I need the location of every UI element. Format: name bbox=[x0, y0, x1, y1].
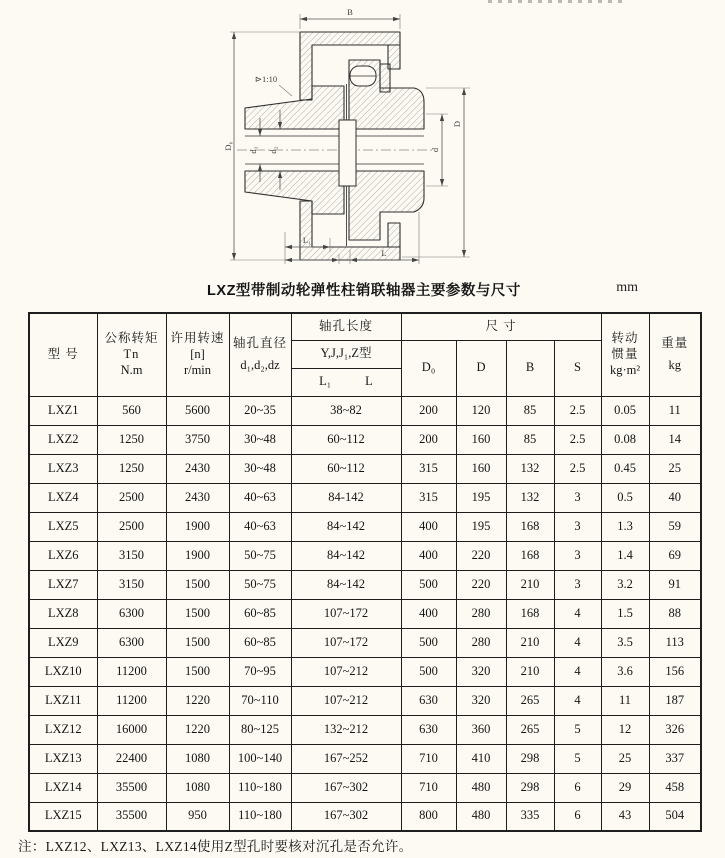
value-cell: 4 bbox=[554, 657, 601, 686]
value-cell: 40~63 bbox=[229, 512, 291, 541]
header-size-d bbox=[456, 340, 506, 396]
right-hub-bottom bbox=[349, 171, 424, 240]
value-cell: 220 bbox=[456, 541, 506, 570]
table-row bbox=[29, 425, 701, 454]
table-row bbox=[29, 570, 701, 599]
value-cell: 84-142 bbox=[291, 483, 401, 512]
value-cell: 11200 bbox=[97, 686, 166, 715]
value-cell: 315 bbox=[401, 483, 456, 512]
header-size-d-label: D bbox=[476, 360, 486, 375]
section-parts bbox=[245, 32, 424, 260]
value-cell: 5 bbox=[554, 715, 601, 744]
value-cell: 200 bbox=[401, 396, 456, 425]
header-bore-length-types-label: Y,J,J₁,Z型 bbox=[320, 346, 372, 361]
value-cell: 0.5 bbox=[601, 483, 649, 512]
value-cell: 265 bbox=[506, 686, 554, 715]
header-bore-length-types bbox=[291, 340, 401, 368]
value-cell: 280 bbox=[456, 599, 506, 628]
value-cell: 1080 bbox=[166, 773, 229, 802]
dim-label-d0: D₀ bbox=[223, 141, 233, 151]
brake-drum-rim-right-bottom bbox=[388, 223, 400, 247]
header-weight-line1: 重量 bbox=[661, 336, 689, 351]
unit-label: mm bbox=[616, 280, 638, 295]
value-cell: 110~180 bbox=[229, 802, 291, 831]
header-speed-line1: 许用转速 bbox=[170, 331, 225, 346]
value-cell: 2430 bbox=[166, 454, 229, 483]
value-cell: 0.08 bbox=[601, 425, 649, 454]
value-cell: 80~125 bbox=[229, 715, 291, 744]
header-size-s-label: S bbox=[574, 360, 581, 375]
dim-label-d2: d₂ bbox=[268, 146, 278, 154]
model-cell: LXZ10 bbox=[29, 657, 97, 686]
value-cell: 50~75 bbox=[229, 541, 291, 570]
value-cell: 25 bbox=[649, 454, 701, 483]
value-cell: 60~112 bbox=[291, 425, 401, 454]
value-cell: 200 bbox=[401, 425, 456, 454]
value-cell: 156 bbox=[649, 657, 701, 686]
table-row bbox=[29, 483, 701, 512]
header-size bbox=[401, 313, 601, 340]
value-cell: 167~252 bbox=[291, 744, 401, 773]
value-cell: 220 bbox=[456, 570, 506, 599]
header-inertia-line3: kg·m² bbox=[609, 362, 641, 377]
table-row bbox=[29, 686, 701, 715]
value-cell: 11200 bbox=[97, 657, 166, 686]
value-cell: 50~75 bbox=[229, 570, 291, 599]
value-cell: 210 bbox=[506, 628, 554, 657]
table-title: LXZ型带制动轮弹性柱销联轴器主要参数与尺寸 bbox=[207, 283, 521, 299]
value-cell: 4 bbox=[554, 599, 601, 628]
model-cell: LXZ7 bbox=[29, 570, 97, 599]
value-cell: 3 bbox=[554, 541, 601, 570]
table-body bbox=[29, 396, 701, 831]
value-cell: 91 bbox=[649, 570, 701, 599]
value-cell: 210 bbox=[506, 570, 554, 599]
table-row bbox=[29, 773, 701, 802]
value-cell: 1250 bbox=[97, 454, 166, 483]
value-cell: 560 bbox=[97, 396, 166, 425]
value-cell: 1500 bbox=[166, 657, 229, 686]
header-torque bbox=[97, 313, 166, 396]
value-cell: 14 bbox=[649, 425, 701, 454]
value-cell: 3.6 bbox=[601, 657, 649, 686]
value-cell: 630 bbox=[401, 686, 456, 715]
value-cell: 69 bbox=[649, 541, 701, 570]
header-torque-line2: N.m bbox=[120, 362, 143, 377]
value-cell: 320 bbox=[456, 686, 506, 715]
parameters-table bbox=[28, 312, 702, 832]
header-bore-length-label: 轴孔长度 bbox=[318, 318, 373, 333]
value-cell: 500 bbox=[401, 657, 456, 686]
model-cell: LXZ9 bbox=[29, 628, 97, 657]
header-speed-line2: [n] bbox=[190, 346, 205, 361]
value-cell: 504 bbox=[649, 802, 701, 831]
table-row bbox=[29, 744, 701, 773]
value-cell: 1080 bbox=[166, 744, 229, 773]
header-size-b bbox=[506, 340, 554, 396]
value-cell: 298 bbox=[506, 744, 554, 773]
value-cell: 400 bbox=[401, 541, 456, 570]
value-cell: 3150 bbox=[97, 570, 166, 599]
value-cell: 4 bbox=[554, 686, 601, 715]
value-cell: 280 bbox=[456, 628, 506, 657]
value-cell: 630 bbox=[401, 715, 456, 744]
value-cell: 132~212 bbox=[291, 715, 401, 744]
value-cell: 2500 bbox=[97, 483, 166, 512]
value-cell: 2500 bbox=[97, 512, 166, 541]
value-cell: 167~302 bbox=[291, 802, 401, 831]
dim-label-l1: L₁ bbox=[302, 235, 312, 245]
model-cell: LXZ15 bbox=[29, 802, 97, 831]
value-cell: 2.5 bbox=[554, 396, 601, 425]
value-cell: 70~95 bbox=[229, 657, 291, 686]
value-cell: 6 bbox=[554, 773, 601, 802]
value-cell: 110~180 bbox=[229, 773, 291, 802]
header-inertia bbox=[601, 313, 649, 396]
value-cell: 1900 bbox=[166, 512, 229, 541]
value-cell: 60~112 bbox=[291, 454, 401, 483]
value-cell: 84~142 bbox=[291, 512, 401, 541]
value-cell: 29 bbox=[601, 773, 649, 802]
header-speed bbox=[166, 313, 229, 396]
model-cell: LXZ14 bbox=[29, 773, 97, 802]
value-cell: 40~63 bbox=[229, 483, 291, 512]
value-cell: 160 bbox=[456, 454, 506, 483]
value-cell: 107~172 bbox=[291, 599, 401, 628]
value-cell: 84~142 bbox=[291, 541, 401, 570]
header-bore-length bbox=[291, 313, 401, 340]
value-cell: 167~302 bbox=[291, 773, 401, 802]
value-cell: 3150 bbox=[97, 541, 166, 570]
value-cell: 360 bbox=[456, 715, 506, 744]
header-inertia-line1: 转动 bbox=[611, 331, 639, 346]
model-cell: LXZ1 bbox=[29, 396, 97, 425]
value-cell: 85 bbox=[506, 425, 554, 454]
dim-label-D: D bbox=[452, 120, 462, 128]
value-cell: 337 bbox=[649, 744, 701, 773]
value-cell: 1220 bbox=[166, 715, 229, 744]
value-cell: 4 bbox=[554, 628, 601, 657]
table-row bbox=[29, 541, 701, 570]
value-cell: 20~35 bbox=[229, 396, 291, 425]
table-row bbox=[29, 802, 701, 831]
value-cell: 40 bbox=[649, 483, 701, 512]
value-cell: 400 bbox=[401, 599, 456, 628]
value-cell: 5600 bbox=[166, 396, 229, 425]
header-bore-diameter bbox=[229, 313, 291, 396]
dim-label-d: d bbox=[430, 147, 440, 153]
header-weight-line2: kg bbox=[668, 357, 682, 372]
value-cell: 320 bbox=[456, 657, 506, 686]
header-l1-label: L₁ bbox=[319, 374, 332, 389]
value-cell: 25 bbox=[601, 744, 649, 773]
header-size-b-label: B bbox=[525, 360, 535, 375]
value-cell: 11 bbox=[649, 396, 701, 425]
value-cell: 35500 bbox=[97, 802, 166, 831]
value-cell: 35500 bbox=[97, 773, 166, 802]
table-row bbox=[29, 599, 701, 628]
value-cell: 132 bbox=[506, 454, 554, 483]
value-cell: 70~110 bbox=[229, 686, 291, 715]
dim-label-d1: d₁ bbox=[248, 146, 258, 154]
value-cell: 480 bbox=[456, 773, 506, 802]
value-cell: 168 bbox=[506, 541, 554, 570]
value-cell: 84~142 bbox=[291, 570, 401, 599]
value-cell: 950 bbox=[166, 802, 229, 831]
pin-bush bbox=[380, 64, 390, 92]
value-cell: 0.45 bbox=[601, 454, 649, 483]
header-l-label: L bbox=[365, 374, 373, 389]
value-cell: 265 bbox=[506, 715, 554, 744]
value-cell: 59 bbox=[649, 512, 701, 541]
value-cell: 160 bbox=[456, 425, 506, 454]
header-size-d0-label: D₀ bbox=[421, 360, 436, 375]
value-cell: 88 bbox=[649, 599, 701, 628]
value-cell: 107~172 bbox=[291, 628, 401, 657]
value-cell: 800 bbox=[401, 802, 456, 831]
value-cell: 3 bbox=[554, 512, 601, 541]
value-cell: 1500 bbox=[166, 628, 229, 657]
header-bore-diameter-line2: d₁,d₂,dz bbox=[240, 357, 280, 372]
model-cell: LXZ2 bbox=[29, 425, 97, 454]
value-cell: 298 bbox=[506, 773, 554, 802]
value-cell: 6300 bbox=[97, 628, 166, 657]
value-cell: 480 bbox=[456, 802, 506, 831]
table-row bbox=[29, 512, 701, 541]
clipped-header-artifact bbox=[488, 0, 622, 3]
model-cell: LXZ6 bbox=[29, 541, 97, 570]
value-cell: 1250 bbox=[97, 425, 166, 454]
value-cell: 315 bbox=[401, 454, 456, 483]
value-cell: 0.05 bbox=[601, 396, 649, 425]
model-cell: LXZ3 bbox=[29, 454, 97, 483]
value-cell: 2.5 bbox=[554, 454, 601, 483]
model-cell: LXZ11 bbox=[29, 686, 97, 715]
value-cell: 1900 bbox=[166, 541, 229, 570]
value-cell: 3 bbox=[554, 570, 601, 599]
value-cell: 195 bbox=[456, 512, 506, 541]
value-cell: 85 bbox=[506, 396, 554, 425]
value-cell: 3.5 bbox=[601, 628, 649, 657]
value-cell: 1500 bbox=[166, 599, 229, 628]
value-cell: 6 bbox=[554, 802, 601, 831]
value-cell: 1.4 bbox=[601, 541, 649, 570]
footnote: 注：LXZ12、LXZ13、LXZ14使用Z型孔时要核对沉孔是否允许。 bbox=[18, 839, 413, 854]
value-cell: 3 bbox=[554, 483, 601, 512]
value-cell: 6300 bbox=[97, 599, 166, 628]
table-row bbox=[29, 396, 701, 425]
coupling-drawing bbox=[222, 2, 492, 270]
value-cell: 11 bbox=[601, 686, 649, 715]
value-cell: 400 bbox=[401, 512, 456, 541]
taper-label: ⊳1:10 bbox=[254, 74, 278, 84]
value-cell: 187 bbox=[649, 686, 701, 715]
value-cell: 1220 bbox=[166, 686, 229, 715]
value-cell: 1500 bbox=[166, 570, 229, 599]
value-cell: 107~212 bbox=[291, 657, 401, 686]
value-cell: 60~85 bbox=[229, 599, 291, 628]
value-cell: 107~212 bbox=[291, 686, 401, 715]
value-cell: 22400 bbox=[97, 744, 166, 773]
header-size-s bbox=[554, 340, 601, 396]
model-cell: LXZ13 bbox=[29, 744, 97, 773]
value-cell: 120 bbox=[456, 396, 506, 425]
value-cell: 710 bbox=[401, 773, 456, 802]
value-cell: 100~140 bbox=[229, 744, 291, 773]
value-cell: 326 bbox=[649, 715, 701, 744]
value-cell: 458 bbox=[649, 773, 701, 802]
value-cell: 168 bbox=[506, 512, 554, 541]
table-row bbox=[29, 715, 701, 744]
dim-label-l: L bbox=[381, 248, 387, 258]
value-cell: 113 bbox=[649, 628, 701, 657]
value-cell: 1.3 bbox=[601, 512, 649, 541]
value-cell: 2.5 bbox=[554, 425, 601, 454]
table-row bbox=[29, 628, 701, 657]
table-row bbox=[29, 454, 701, 483]
value-cell: 195 bbox=[456, 483, 506, 512]
header-inertia-line2: 惯量 bbox=[611, 346, 639, 361]
value-cell: 60~85 bbox=[229, 628, 291, 657]
value-cell: 30~48 bbox=[229, 454, 291, 483]
header-model-label: 型 号 bbox=[47, 346, 79, 361]
model-cell: LXZ8 bbox=[29, 599, 97, 628]
model-cell: LXZ4 bbox=[29, 483, 97, 512]
value-cell: 500 bbox=[401, 570, 456, 599]
header-weight bbox=[649, 313, 701, 396]
value-cell: 3.2 bbox=[601, 570, 649, 599]
value-cell: 210 bbox=[506, 657, 554, 686]
value-cell: 335 bbox=[506, 802, 554, 831]
value-cell: 30~48 bbox=[229, 425, 291, 454]
value-cell: 710 bbox=[401, 744, 456, 773]
value-cell: 38~82 bbox=[291, 396, 401, 425]
value-cell: 43 bbox=[601, 802, 649, 831]
model-cell: LXZ5 bbox=[29, 512, 97, 541]
table-row bbox=[29, 657, 701, 686]
header-model bbox=[29, 313, 97, 396]
value-cell: 168 bbox=[506, 599, 554, 628]
value-cell: 500 bbox=[401, 628, 456, 657]
value-cell: 12 bbox=[601, 715, 649, 744]
value-cell: 16000 bbox=[97, 715, 166, 744]
header-bore-length-ll bbox=[291, 368, 401, 396]
header-bore-diameter-line1: 轴孔直径 bbox=[232, 336, 287, 351]
value-cell: 1.5 bbox=[601, 599, 649, 628]
value-cell: 410 bbox=[456, 744, 506, 773]
value-cell: 5 bbox=[554, 744, 601, 773]
table-header bbox=[29, 313, 701, 396]
dim-label-b: B bbox=[347, 7, 353, 17]
header-torque-line1: 公称转矩Tn bbox=[104, 331, 159, 361]
model-cell: LXZ12 bbox=[29, 715, 97, 744]
header-size-label: 尺 寸 bbox=[485, 318, 517, 333]
value-cell: 3750 bbox=[166, 425, 229, 454]
value-cell: 2430 bbox=[166, 483, 229, 512]
header-size-d0 bbox=[401, 340, 456, 396]
value-cell: 132 bbox=[506, 483, 554, 512]
header-speed-line3: r/min bbox=[183, 362, 212, 377]
title-row bbox=[28, 279, 700, 301]
